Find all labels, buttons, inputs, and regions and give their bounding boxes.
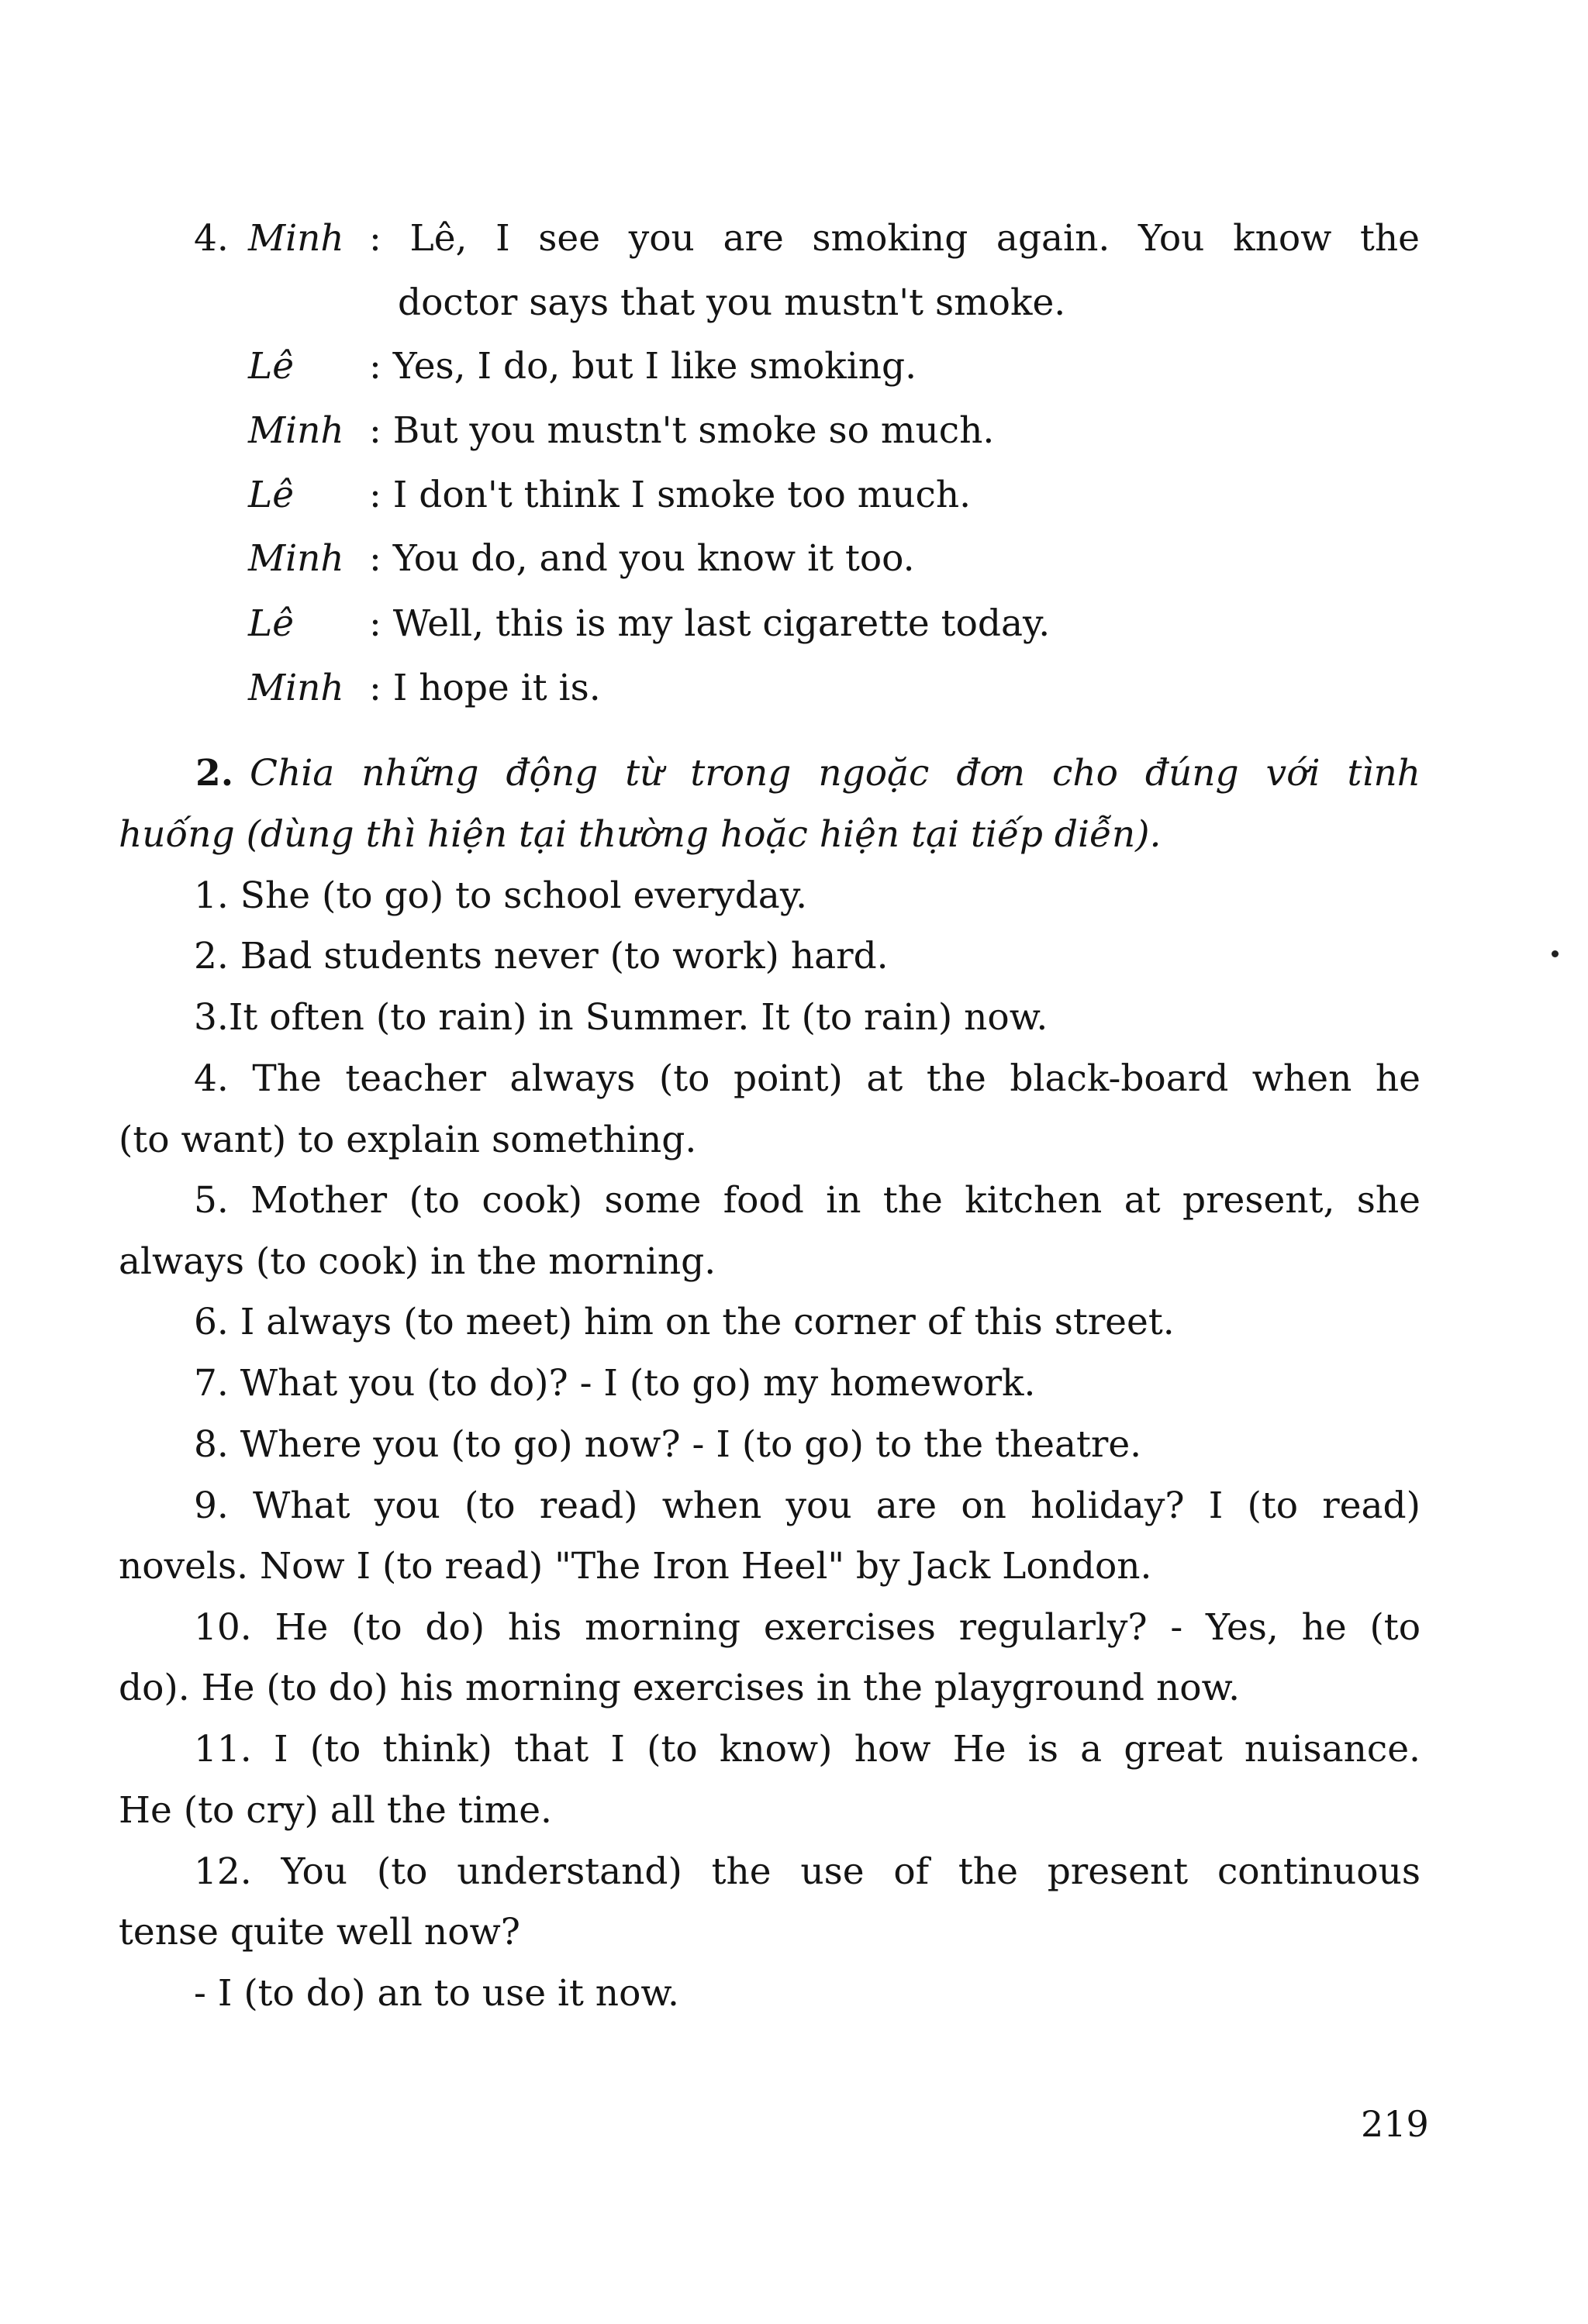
speaker-label: Minh	[248, 409, 344, 452]
exercise-item: He (to cry) all the time.	[119, 1789, 552, 1832]
exercise-item: 10. He (to do) his morning exercises regularly? - Yes, he (to	[194, 1606, 1421, 1649]
exercise-number: 2.	[195, 752, 234, 795]
dialogue-line: : Well, this is my last cigarette today.	[369, 602, 1051, 645]
speaker-label: Minh	[248, 537, 344, 580]
speaker-label: Lê	[248, 474, 295, 516]
speaker-label: Minh	[248, 217, 344, 260]
exercise-item: - I (to do) an to use it now.	[194, 1972, 679, 2015]
exercise-item: 1. She (to go) to school everyday.	[194, 874, 808, 917]
speaker-label: Lê	[248, 345, 295, 388]
exercise-item: do). He (to do) his morning exercises in the playground now.	[119, 1667, 1241, 1709]
exercise-item: 5. Mother (to cook) some food in the kitchen at present, she	[194, 1179, 1421, 1222]
dialogue-line: : Lê, I see you are smoking again. You know the	[369, 217, 1420, 260]
exercise-item: 11. I (to think) that I (to know) how He is a great nuisance.	[194, 1728, 1421, 1771]
dialogue-line: : I don't think I smoke too much.	[369, 474, 972, 516]
exercise-instruction: huống (dùng thì hiện tại thường hoặc hiện tại tiếp diễn).	[119, 813, 1162, 856]
exercise-item: novels. Now I (to read) "The Iron Heel" by Jack London.	[119, 1545, 1152, 1588]
exercise-item: 12. You (to understand) the use of the present continuous	[194, 1850, 1421, 1893]
page-number: 219	[1361, 2103, 1429, 2145]
exercise-item: 3.It often (to rain) in Summer. It (to rain) now.	[194, 996, 1048, 1039]
dialogue-line: : You do, and you know it too.	[369, 537, 915, 580]
dialogue-number: 4.	[194, 217, 229, 260]
exercise-instruction: Chia những động từ trong ngoặc đơn cho đúng với tình	[250, 752, 1421, 795]
speaker-label: Lê	[248, 602, 295, 645]
exercise-item: 6. I always (to meet) him on the corner of this street.	[194, 1301, 1175, 1343]
exercise-item: 8. Where you (to go) now? - I (to go) to the theatre.	[194, 1423, 1142, 1466]
exercise-item: 9. What you (to read) when you are on holiday? I (to read)	[194, 1484, 1421, 1527]
dialogue-line: : I hope it is.	[369, 667, 601, 709]
exercise-item: tense quite well now?	[119, 1911, 520, 1953]
dialogue-line: : But you mustn't smoke so much.	[369, 409, 995, 452]
scan-speck	[1552, 950, 1559, 957]
exercise-item: 7. What you (to do)? - I (to go) my homework.	[194, 1362, 1036, 1405]
exercise-item: 2. Bad students never (to work) hard.	[194, 935, 889, 978]
exercise-item: 4. The teacher always (to point) at the black-board when he	[194, 1057, 1421, 1100]
speaker-label: Minh	[248, 667, 344, 709]
dialogue-line: : Yes, I do, but I like smoking.	[369, 345, 917, 388]
exercise-item: always (to cook) in the morning.	[119, 1240, 716, 1283]
exercise-item: (to want) to explain something.	[119, 1119, 697, 1161]
dialogue-line: doctor says that you mustn't smoke.	[398, 281, 1066, 324]
